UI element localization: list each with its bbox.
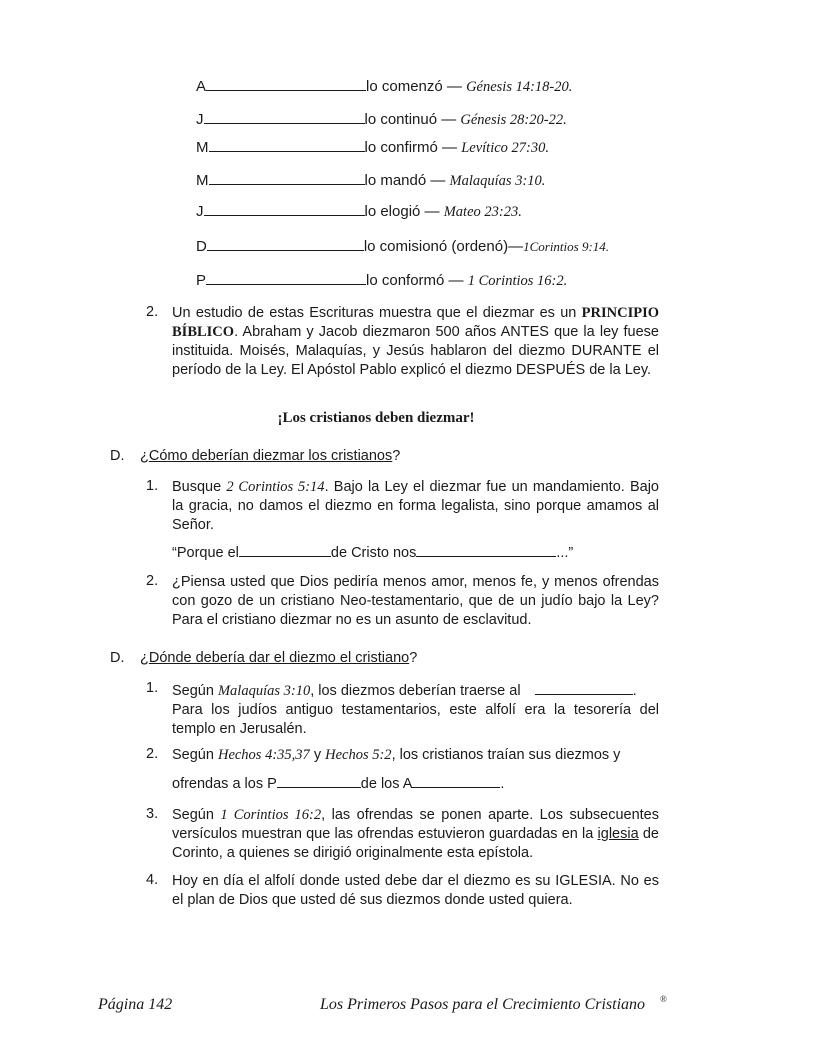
list-item [196, 201, 522, 221]
list-letter: A [196, 78, 207, 95]
paragraph-text: . [632, 683, 637, 699]
list-letter: M [196, 139, 209, 156]
list-text: lo conformó — [366, 272, 468, 289]
item-paragraph [172, 806, 659, 863]
paragraph-text: y [309, 747, 326, 763]
paragraph-text: de Corinto, a quienes se dirigió originalmente esta epístola. [172, 826, 659, 861]
paragraph-text: . [500, 776, 505, 792]
paragraph-text: Busque [172, 479, 227, 495]
paragraph-line [172, 746, 659, 765]
paragraph-text: Según [172, 747, 218, 763]
list-letter: J [196, 111, 204, 128]
list-letter: M [196, 172, 209, 189]
item-paragraph [172, 478, 659, 535]
blank-line[interactable] [206, 270, 366, 285]
paragraph-text: Para los judíos antiguo testamentarios, este alfolí era la tesorería del templo en Jerusalén. [172, 702, 659, 737]
item-number: 2. [146, 746, 159, 762]
scripture-reference: Hechos 4:35,37 [217, 747, 310, 763]
scripture-reference: 1 Corintios 16:2 [220, 807, 322, 823]
blank-line[interactable] [416, 542, 556, 557]
list-item [196, 137, 549, 157]
item-paragraph [172, 746, 659, 794]
paragraph-line [172, 680, 659, 701]
question-text: Dónde debería dar el diezmo el cristiano [148, 650, 410, 666]
blank-line[interactable] [535, 680, 633, 695]
blank-line[interactable] [209, 137, 365, 152]
question-mark: ? [392, 448, 401, 464]
quote-text: “Porque el [172, 545, 239, 561]
item-number: 4. [146, 872, 159, 888]
list-item [196, 76, 572, 96]
list-letter: D [196, 238, 207, 255]
blank-line[interactable] [209, 170, 365, 185]
question-text: Cómo deberían diezmar los cristianos [148, 448, 393, 464]
quote-text: de Cristo nos [330, 545, 417, 561]
paragraph-text: . Bajo la Ley el diezmar fue un mandamiento. Bajo la gracia, no damos el diezmo en forma legalista, sino porque amamos al Señor. [172, 479, 659, 533]
blank-line[interactable] [207, 236, 364, 251]
blank-line[interactable] [412, 773, 500, 788]
section-question [140, 650, 417, 666]
item-paragraph [172, 680, 659, 739]
list-text: lo comenzó — [366, 78, 467, 95]
scripture-reference: Hechos 5:2 [325, 747, 392, 763]
list-letter: J [196, 203, 204, 220]
page-number: Página 142 [98, 996, 173, 1013]
quote-line [172, 542, 573, 561]
paragraph-text: , las ofrendas se ponen aparte. Los subsecuentes versículos muestran que las ofrendas estuvieron guardadas en la [172, 807, 659, 842]
blank-line[interactable] [277, 773, 361, 788]
scripture-reference: Génesis 28:20-22. [460, 112, 567, 128]
paragraph-text: Un estudio de estas Escrituras muestra que el diezmar es un [172, 305, 582, 321]
registered-mark: ® [660, 994, 667, 1004]
paragraph-text: Según [172, 683, 218, 699]
scripture-reference: Mateo 23:23. [443, 204, 522, 220]
list-item [196, 236, 609, 255]
scripture-reference: Malaquías 3:10. [449, 173, 546, 189]
item-number: 2. [146, 304, 159, 320]
list-item [196, 170, 545, 190]
list-text: lo elogió — [364, 203, 444, 220]
quote-text: ...” [556, 545, 574, 561]
footer-title: Los Primeros Pasos para el Crecimiento Cristiano [320, 996, 646, 1013]
paragraph-text: Según [172, 807, 221, 823]
section-letter: D. [110, 650, 125, 666]
item-number: 1. [146, 680, 159, 696]
blank-line[interactable] [204, 109, 365, 124]
scripture-reference: Levítico 27:30. [461, 140, 549, 156]
scripture-reference: 2 Corintios 5:14 [226, 479, 325, 495]
blank-line[interactable] [239, 542, 331, 557]
section-letter: D. [110, 448, 125, 464]
paragraph-text: , los cristianos traían sus diezmos y [391, 747, 621, 763]
paragraph-text: ofrendas a los P [172, 776, 277, 792]
list-item [196, 109, 567, 129]
list-text: lo mandó — [364, 172, 450, 189]
conclusion-heading: ¡Los cristianos deben diezmar! [277, 410, 475, 426]
section-question [140, 448, 400, 464]
item-paragraph: ¿Piensa usted que Dios pediría menos amor, menos fe, y menos ofrendas con gozo de un cristiano Neo-testamentario, que de un judío bajo la Ley? Para el cristiano diezmar no es un asunto de esclavitud. [172, 574, 659, 628]
list-text: lo confirmó — [364, 139, 462, 156]
scripture-reference: 1Corintios 9:14. [523, 239, 610, 254]
bold-term: PRINCIPIO BÍBLICO [172, 305, 659, 340]
list-item [196, 270, 567, 290]
list-letter: P [196, 272, 207, 289]
paragraph-text: , los diezmos deberían traerse al [310, 683, 521, 699]
underlined-word: iglesia [597, 826, 639, 842]
scripture-reference: Malaquías 3:10 [217, 683, 311, 699]
blank-line[interactable] [206, 76, 366, 91]
paragraph-line [172, 773, 659, 794]
question-mark: ¿ [140, 650, 149, 666]
blank-line[interactable] [204, 201, 365, 216]
list-text: lo comisionó (ordenó)— [363, 238, 524, 255]
scripture-reference: Génesis 14:18-20. [466, 79, 573, 95]
principle-paragraph [172, 304, 659, 380]
item-number: 1. [146, 478, 159, 494]
item-paragraph: Hoy en día el alfolí donde usted debe dar el diezmo es su IGLESIA. No es el plan de Dios que usted dé sus diezmos donde usted quiera. [172, 873, 659, 908]
question-mark: ¿ [140, 448, 149, 464]
item-number: 2. [146, 573, 159, 589]
list-text: lo continuó — [364, 111, 461, 128]
item-number: 3. [146, 806, 159, 822]
paragraph-text: . Abraham y Jacob diezmaron 500 años ANTES que la ley fuese instituida. Moisés, Malaquías, y Jesús hablaron del diezmo DURANTE el período de la Ley. El Apóstol Pablo explicó el diezmo DESPUÉS de la Ley. [172, 324, 659, 378]
question-mark: ? [409, 650, 418, 666]
paragraph-text: de los A [360, 776, 413, 792]
scripture-reference: 1 Corintios 16:2. [467, 273, 568, 289]
